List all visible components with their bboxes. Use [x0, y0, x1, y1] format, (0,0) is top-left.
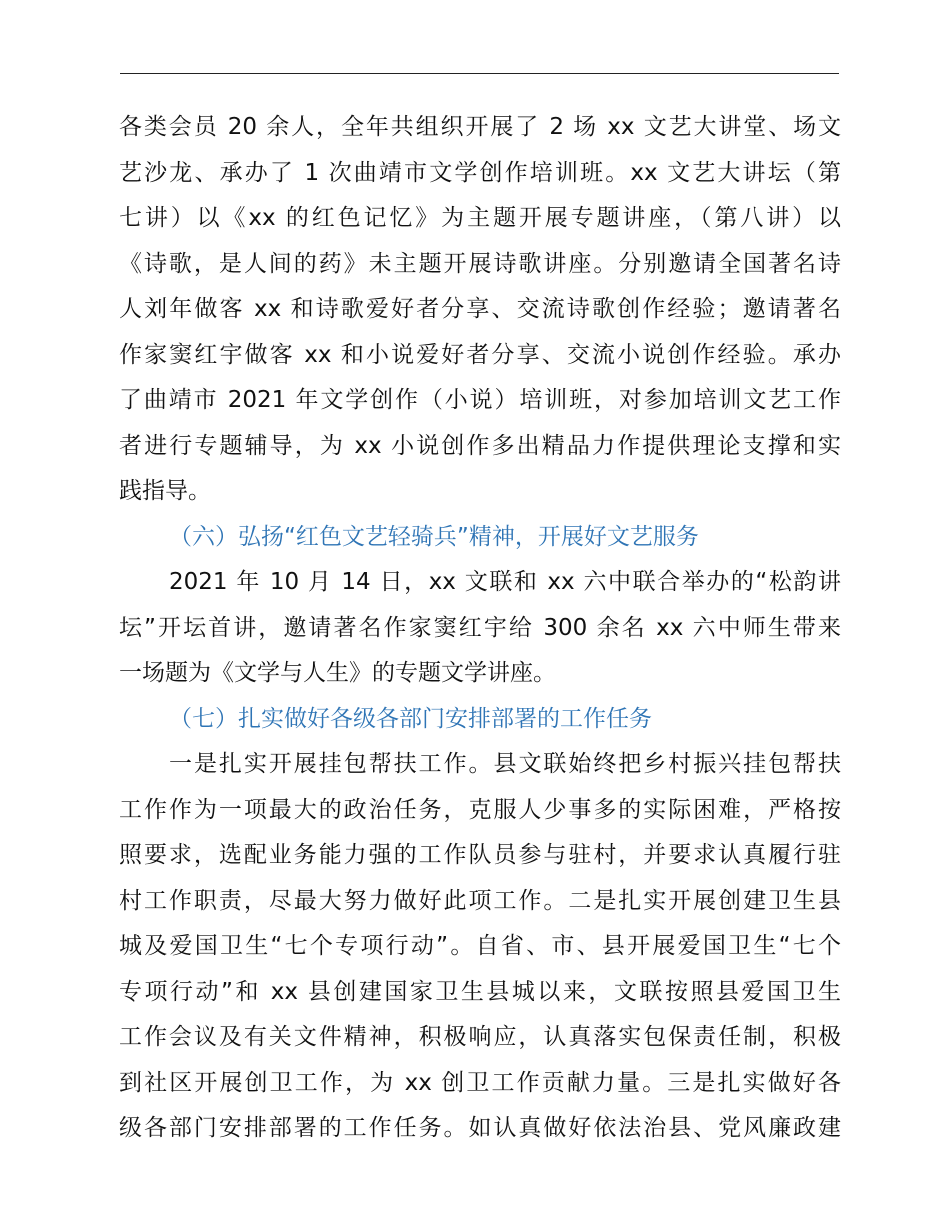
text-line: 各类会员 20 余人，全年共组织开展了 2 场 xx 文艺大讲堂、场文	[119, 114, 841, 140]
text-line: 七讲）以《xx 的红色记忆》为主题开展专题讲座，（第八讲）以	[119, 205, 841, 231]
paragraph-work-tasks	[119, 742, 841, 1152]
text-line: 到社区开展创卫工作，为 xx 创卫工作贡献力量。三是扎实做好各	[119, 1069, 841, 1096]
text-line: 级各部门安排部署的工作任务。如认真做好依法治县、党风廉政建	[119, 1115, 841, 1141]
text-line: 2021 年 10 月 14 日，xx 文联和 xx 六中联合举办的“松韵讲	[169, 569, 841, 595]
header-rule	[120, 73, 839, 74]
text-line: 人刘年做客 xx 和诗歌爱好者分享、交流诗歌创作经验；邀请著名	[119, 296, 841, 322]
paragraph-lecture-event	[119, 560, 841, 697]
section-heading-6: （六）弘扬“红色文艺轻骑兵”精神，开展好文艺服务	[169, 523, 699, 550]
text-line: 者进行专题辅导，为 xx 小说创作多出精品力作提供理论支撑和实	[119, 432, 841, 459]
text-line: 《诗歌，是人间的药》未主题开展诗歌讲座。分别邀请全国著名诗	[119, 250, 841, 277]
section-heading-7: （七）扎实做好各级各部门安排部署的工作任务	[169, 705, 652, 732]
text-line: 一场题为《文学与人生》的专题文学讲座。	[119, 660, 556, 686]
text-line: 照要求，选配业务能力强的工作队员参与驻村，并要求认真履行驻	[119, 842, 841, 868]
text-line: 作家窦红宇做客 xx 和小说爱好者分享、交流小说创作经验。承办	[119, 341, 841, 368]
text-line: 专项行动”和 xx 县创建国家卫生县城以来，文联按照县爱国卫生	[119, 978, 841, 1005]
text-line: 坛”开坛首讲，邀请著名作家窦红宇给 300 余名 xx 六中师生带来	[119, 614, 841, 641]
text-line: 一是扎实开展挂包帮扶工作。县文联始终把乡村振兴挂包帮扶	[169, 751, 841, 777]
text-line: 工作作为一项最大的政治任务，克服人少事多的实际困难，严格按	[119, 796, 841, 823]
paragraph-member-activities	[119, 105, 841, 515]
text-line: 工作会议及有关文件精神，积极响应，认真落实包保责任制，积极	[119, 1024, 841, 1050]
text-line: 践指导。	[119, 478, 211, 504]
text-line: 城及爱国卫生“七个专项行动”。自省、市、县开展爱国卫生“七个	[119, 933, 841, 959]
text-line: 艺沙龙、承办了 1 次曲靖市文学创作培训班。xx 文艺大讲坛（第	[119, 159, 841, 186]
document-body	[119, 105, 841, 1152]
text-line: 村工作职责，尽最大努力做好此项工作。二是扎实开展创建卫生县	[119, 887, 841, 914]
text-line: 了曲靖市 2021 年文学创作（小说）培训班，对参加培训文艺工作	[119, 387, 841, 413]
